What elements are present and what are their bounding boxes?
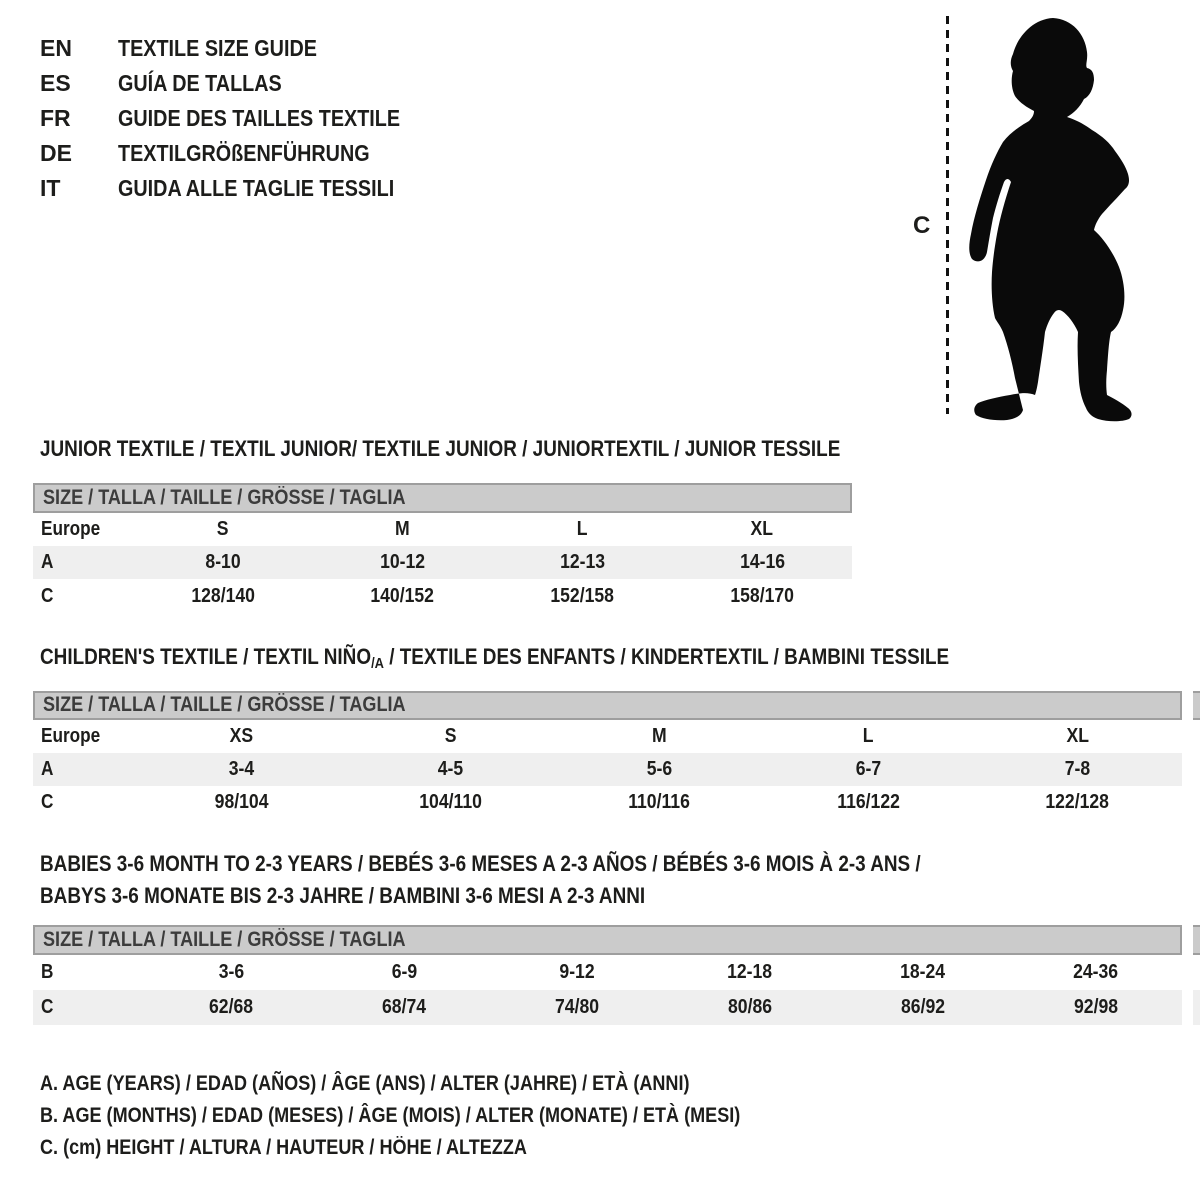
row-label: C (41, 996, 54, 1018)
babies-header-bar-edge (1193, 925, 1200, 955)
age-value: 8-10 (205, 551, 241, 573)
height-measure-label: C (913, 212, 931, 239)
children-section-title: CHILDREN'S TEXTILE / TEXTIL NIÑO/A / TEXTILE DES ENFANTS / KINDERTEXTIL / BAMBINI TESSILE (40, 644, 950, 672)
footnote-c: C. (cm) HEIGHT / ALTURA / HAUTEUR / HÖHE / ALTEZZA (40, 1136, 527, 1159)
size-value: L (576, 518, 588, 540)
age-value: 5-6 (646, 758, 673, 780)
language-row-en (40, 31, 446, 66)
height-value: 98/104 (214, 791, 269, 813)
footnote-a: A. AGE (YEARS) / EDAD (AÑOS) / ÂGE (ANS) / ALTER (JAHRE) / ETÀ (ANNI) (40, 1072, 690, 1095)
age-value: 12-13 (559, 551, 605, 573)
height-value: 116/122 (837, 791, 900, 813)
size-value: S (217, 518, 229, 540)
children-header-bar-edge (1193, 691, 1200, 720)
height-value: 128/140 (191, 585, 255, 607)
language-code: ES (40, 70, 71, 96)
children-row-age (33, 753, 1182, 786)
height-value: 152/158 (550, 585, 615, 607)
age-value: 4-5 (437, 758, 464, 780)
size-value: XS (229, 725, 254, 747)
row-label: Europe (41, 725, 101, 747)
row-label: B (41, 961, 54, 983)
language-code: IT (40, 175, 61, 201)
size-value: XL (750, 518, 774, 540)
row-label: C (41, 585, 54, 607)
language-title: GUÍA DE TALLAS (118, 70, 282, 96)
footnote-b: B. AGE (MONTHS) / EDAD (MESES) / ÂGE (MOIS) / ALTER (MONATE) / ETÀ (MESI) (40, 1104, 741, 1127)
language-legend (40, 31, 446, 206)
age-value: 7-8 (1064, 758, 1091, 780)
language-row-de (40, 136, 446, 171)
size-value: M (652, 725, 667, 747)
size-value: M (395, 518, 410, 540)
months-value: 9-12 (559, 961, 595, 983)
junior-row-age (33, 546, 852, 579)
size-value: L (863, 725, 874, 747)
months-value: 24-36 (1073, 961, 1119, 983)
babies-row-height (33, 990, 1182, 1025)
language-code: EN (40, 35, 72, 61)
junior-size-header-bar: SIZE / TALLA / TAILLE / GRÖSSE / TAGLIA (33, 483, 852, 513)
language-row-it (40, 171, 446, 206)
babies-section-title-line1: BABIES 3-6 MONTH TO 2-3 YEARS / BEBÉS 3-6 MESES A 2-3 AÑOS / BÉBÉS 3-6 MOIS À 2-3 ANS / (40, 851, 921, 876)
language-row-es (40, 66, 446, 101)
row-label: Europe (41, 518, 101, 540)
height-value: 86/92 (900, 996, 945, 1018)
junior-section-title: JUNIOR TEXTILE / TEXTIL JUNIOR/ TEXTILE JUNIOR / JUNIORTEXTIL / JUNIOR TESSILE (40, 436, 841, 461)
language-title: TEXTILE SIZE GUIDE (118, 35, 317, 61)
row-label: A (41, 758, 54, 780)
age-value: 14-16 (739, 551, 785, 573)
language-title: TEXTILGRÖßENFÜHRUNG (118, 140, 370, 166)
age-value: 3-4 (228, 758, 255, 780)
height-value: 80/86 (727, 996, 772, 1018)
babies-section-title-line2: BABYS 3-6 MONATE BIS 2-3 JAHRE / BAMBINI 3-6 MESI A 2-3 ANNI (40, 883, 646, 908)
height-value: 68/74 (382, 996, 427, 1018)
language-code: DE (40, 140, 72, 166)
age-value: 6-7 (855, 758, 882, 780)
height-value: 92/98 (1073, 996, 1118, 1018)
babies-size-header-bar: SIZE / TALLA / TAILLE / GRÖSSE / TAGLIA (33, 925, 1182, 955)
junior-row-europe (33, 513, 852, 546)
height-value: 122/128 (1045, 791, 1110, 813)
babies-shaded-row-edge (1193, 990, 1200, 1025)
months-value: 12-18 (727, 961, 773, 983)
babies-row-months (33, 955, 1182, 990)
children-row-europe (33, 720, 1182, 753)
months-value: 3-6 (218, 961, 245, 983)
children-size-header-bar: SIZE / TALLA / TAILLE / GRÖSSE / TAGLIA (33, 691, 1182, 720)
size-value: XL (1066, 725, 1089, 747)
size-value: S (444, 725, 457, 747)
row-label: C (41, 791, 54, 813)
language-title: GUIDA ALLE TAGLIE TESSILI (118, 175, 395, 201)
row-label: A (41, 551, 54, 573)
height-measure-dashed-line (946, 16, 949, 414)
height-value: 74/80 (555, 996, 600, 1018)
nino-a-subscript: /A (371, 655, 384, 672)
language-row-fr (40, 101, 446, 136)
height-value: 140/152 (370, 585, 435, 607)
junior-row-height (33, 579, 852, 613)
months-value: 6-9 (391, 961, 417, 983)
months-value: 18-24 (900, 961, 946, 983)
children-row-height (33, 786, 1182, 818)
height-value: 110/116 (628, 791, 691, 813)
language-code: FR (40, 105, 71, 131)
age-value: 10-12 (380, 551, 426, 573)
height-value: 62/68 (209, 996, 254, 1018)
height-value: 158/170 (730, 585, 794, 607)
height-value: 104/110 (419, 791, 482, 813)
toddler-silhouette-icon (950, 10, 1140, 422)
language-title: GUIDE DES TAILLES TEXTILE (118, 105, 401, 131)
